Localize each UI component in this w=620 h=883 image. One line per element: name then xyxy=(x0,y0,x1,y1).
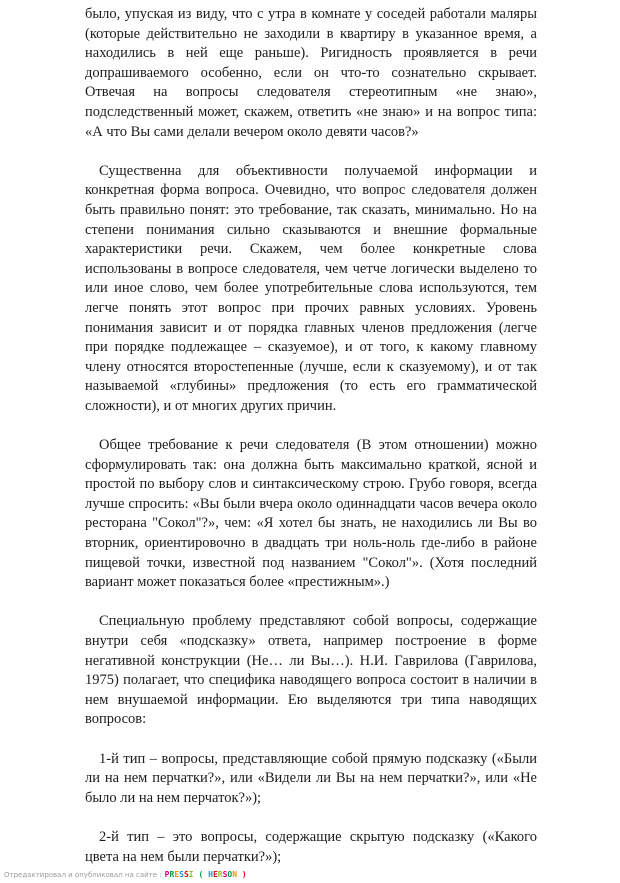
pressi-logo: PRESSI ( HERSON ) xyxy=(164,870,247,879)
paragraph: 1-й тип – вопросы, представляющие собой прямую подсказку («Были ли на нем перчатки?», или «Видели ли Вы на нем перчатки?», или «Не было ли на нем перчаток?»); xyxy=(85,750,537,806)
watermark-footer xyxy=(4,870,247,880)
text-content xyxy=(85,5,537,883)
paragraph: Специальную проблему представляют собой вопросы, содержащие внутри себя «подсказку» ответа, например построение в форме негативной конструкции (Не… ли Вы…). Н.И. Гаврилова (Гаврилова, 1975) полагает, что специфика наводящего вопроса состоит в наличии в нем внушаемой информации. Ею выделяются три типа наводящих вопросов: xyxy=(85,613,537,728)
paragraph: 2-й тип – это вопросы, содержащие скрытую подсказку («Какого цвета на нем были перчатки?»); xyxy=(85,828,537,865)
paragraph: Общее требование к речи следователя (В этом отношении) можно сформулировать так: она должна быть максимально краткой, ясной и простой по выбору слов и синтаксическому строю. Грубо говоря, всегда лучше спросить: «Вы были вчера около одиннадцати часов вечера около ресторана "Сокол"?», чем: «Я хотел бы знать, не находились ли Вы во вторник, ориентировочно в двадцать три ноль-ноль где-либо в районе пищевой точки, известной под названием "Сокол"». (Хотя последний вариант может показаться более «престижным».) xyxy=(85,437,537,591)
credit-text: Отредактировал и опубликовал на сайте : xyxy=(4,871,162,879)
paragraph: Существенна для объективности получаемой информации и конкретная форма вопроса. Очевидно, что вопрос следователя должен быть правильно понят: это требование, так сказать, минимально. Но на степени понимания сильно сказываются и внешние формальные характеристики речи. Скажем, чем более конкретные слова использованы в вопросе следователя, чем четче логически выделено то или иное слово, чем более употребительные слова используются, тем легче понять этот вопрос при прочих равных условиях. Уровень понимания зависит и от порядка главных членов предложения (легче при порядке подлежащее – сказуемое), и от того, к какому главному члену относятся второстепенные (лучше, если к сказуемому), и от так называемой «глубины» предложения (то есть его грамматической сложности), и от многих других причин. xyxy=(85,162,537,414)
paragraph: было, упуская из виду, что с утра в комнате у соседей работали маляры (которые действительно не заходили в квартиру в указанное время, а находились в ней еще раньше). Ригидность проявляется в речи допрашиваемого особенно, если он что-то сознательно скрывает. Отвечая на вопросы следователя стереотипным «не знаю», подследственный может, скажем, ответить «не знаю» и на вопрос типа: «А что Вы сами делали вечером около девяти часов?» xyxy=(85,6,537,140)
